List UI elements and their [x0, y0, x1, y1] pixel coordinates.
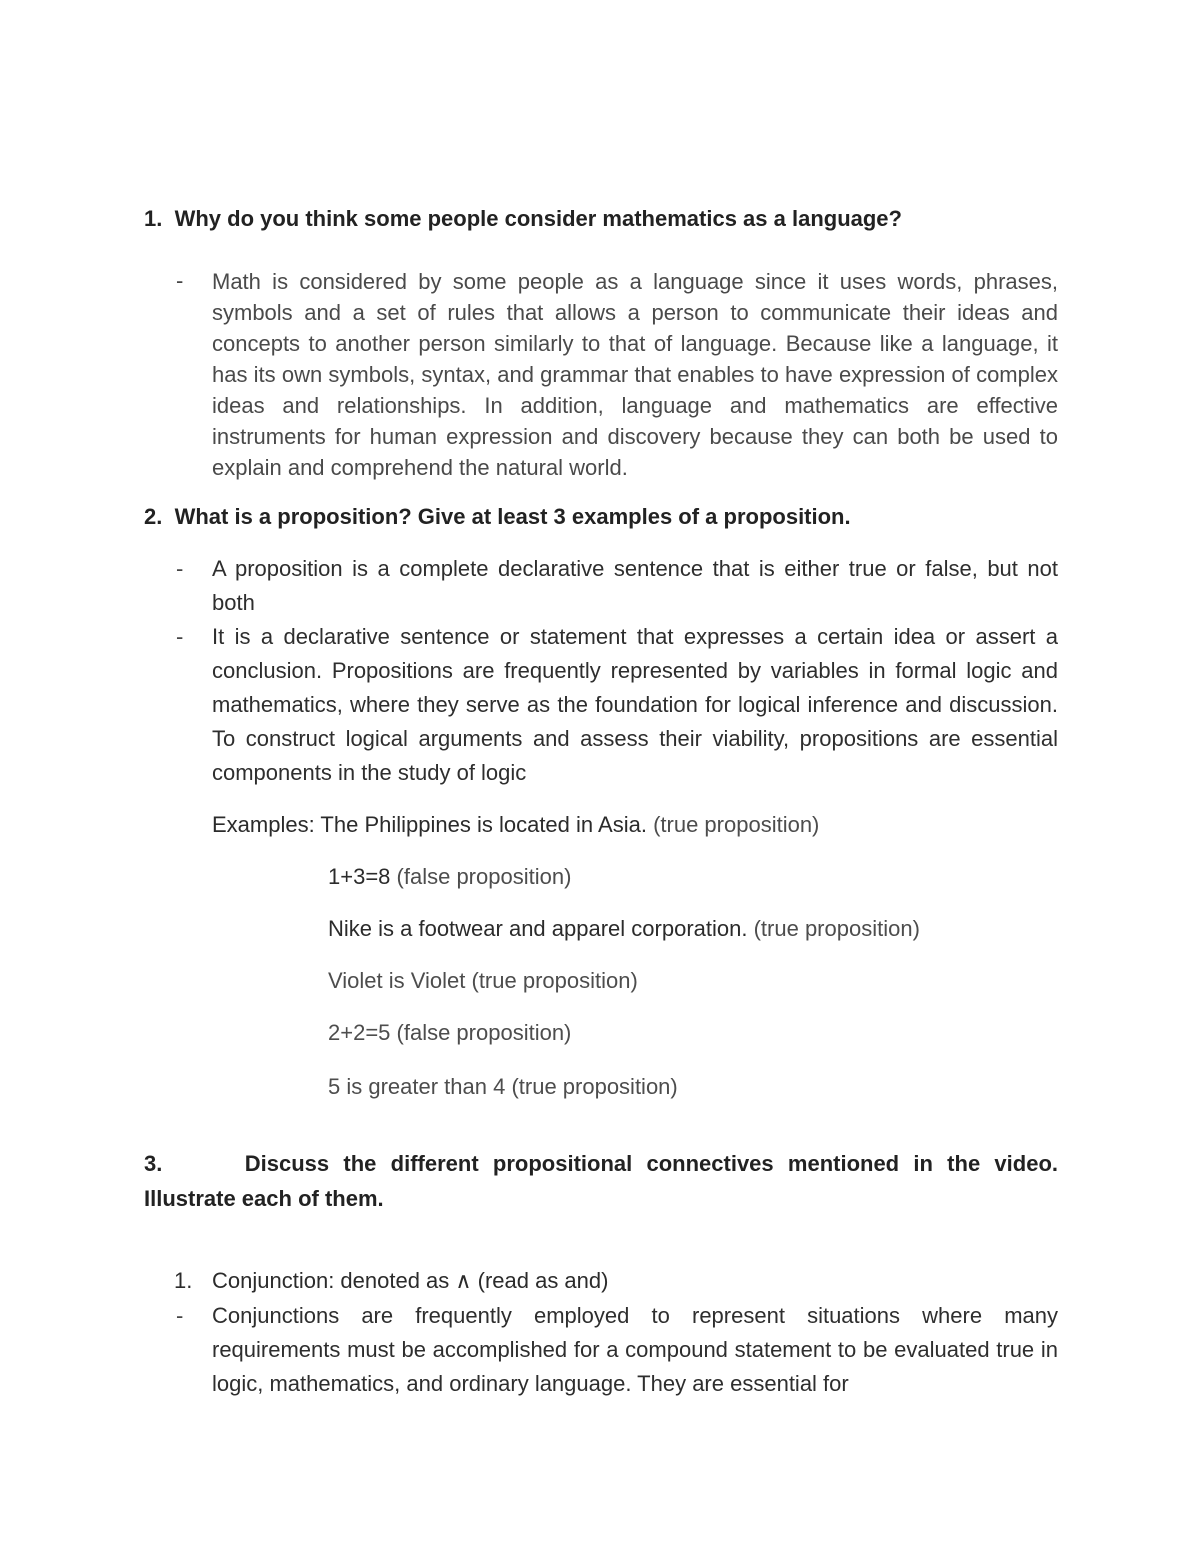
- example-note: (true proposition): [753, 916, 920, 941]
- question-2-bullet-2-text: It is a declarative sentence or statement that expresses a certain idea or assert a conclusion. Propositions are frequently represented by variables in formal logic and mathematics, where they serve as the foundation for logical inference and discussion. To construct logical arguments and assess their viability, propositions are essential components in the study of logic: [212, 624, 1058, 785]
- question-3-text: Discuss the different propositional connectives mentioned in the video. Illustrate each of them.: [144, 1151, 1058, 1211]
- question-3-heading: [144, 1146, 1058, 1216]
- example-statement: Nike is a footwear and apparel corporation.: [328, 916, 748, 941]
- question-1-answer: Math is considered by some people as a language since it uses words, phrases, symbols and a set of rules that allows a person to communicate their ideas and concepts to another person similarly to that of language. Because like a language, it has its own symbols, syntax, and grammar that enables to have expression of complex ideas and relationships. In addition, language and mathematics are effective instruments for human expression and discovery because they can both be used to explain and comprehend the natural world.: [212, 269, 1058, 480]
- question-2-text: What is a proposition? Give at least 3 examples of a proposition.: [174, 504, 851, 529]
- example-item: [328, 864, 571, 890]
- question-3-bullet-text: Conjunctions are frequently employed to represent situations where many requirements must be accomplished for a compound statement to be evaluated true in logic, mathematics, and ordinary language. They are essential for: [212, 1303, 1058, 1396]
- example-item: [328, 916, 920, 942]
- question-1-text: Why do you think some people consider mathematics as a language?: [174, 206, 902, 231]
- example-statement: 1+3=8: [328, 864, 391, 889]
- connective-item-number: 1.: [174, 1268, 193, 1293]
- example-item: Violet is Violet (true proposition): [328, 968, 638, 993]
- examples-line: [212, 812, 819, 838]
- example-note: (false proposition): [396, 864, 572, 889]
- question-3-number: 3.: [144, 1151, 163, 1176]
- question-3-bullet-dash: -: [176, 1303, 184, 1328]
- example-item: 2+2=5 (false proposition): [328, 1020, 572, 1045]
- question-2-bullet-1-text: A proposition is a complete declarative sentence that is either true or false, but not both: [212, 556, 1058, 615]
- question-1-number: 1.: [144, 206, 163, 231]
- question-2-heading: [144, 504, 851, 530]
- question-1-bullet-dash: -: [176, 268, 184, 293]
- example-item: 5 is greater than 4 (true proposition): [328, 1074, 678, 1099]
- question-2-number: 2.: [144, 504, 163, 529]
- question-1-heading: [144, 206, 902, 232]
- question-2-bullet-2-dash: -: [176, 624, 184, 649]
- examples-first-note: (true proposition): [653, 812, 820, 837]
- examples-label: Examples: The Philippines is located in Asia.: [212, 812, 647, 837]
- question-2-bullet-1-dash: -: [176, 556, 184, 581]
- connective-item-text: Conjunction: denoted as ∧ (read as and): [212, 1268, 609, 1293]
